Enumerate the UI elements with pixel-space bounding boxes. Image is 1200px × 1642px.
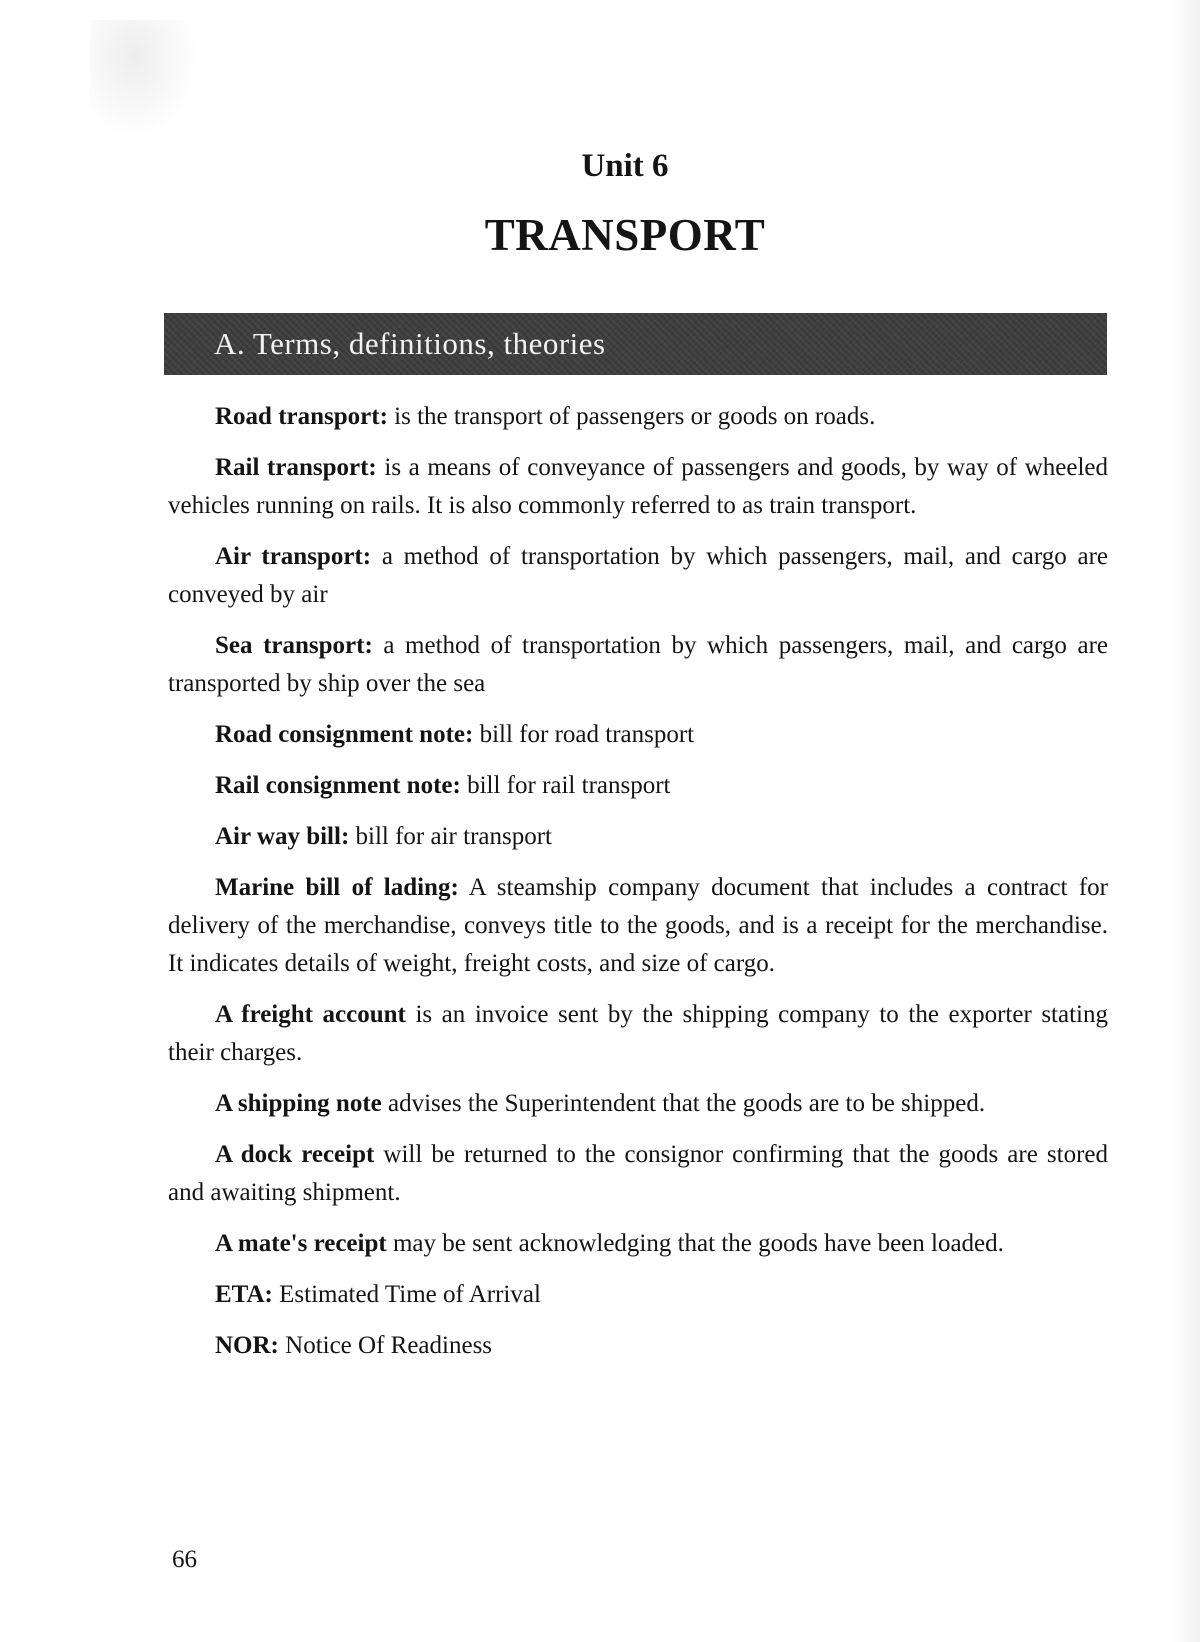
- definition-road-consignment-note: [168, 716, 1108, 754]
- definition: a method of transportation by which passengers, mail, and cargo are conveyed by air: [168, 543, 1108, 608]
- definition-freight-account: [168, 996, 1108, 1072]
- term: Marine bill of lading:: [215, 874, 459, 901]
- section-heading-bar: [164, 313, 1107, 375]
- term: A dock receipt: [215, 1141, 375, 1168]
- term: Rail consignment note:: [215, 772, 461, 799]
- definition-dock-receipt: [168, 1136, 1108, 1212]
- unit-label: Unit 6: [581, 148, 669, 184]
- term: ETA:: [215, 1281, 273, 1308]
- definitions-list: [168, 398, 1108, 1378]
- definition-eta: [168, 1276, 1108, 1314]
- term: NOR:: [215, 1332, 279, 1359]
- definition-road-transport: [168, 398, 1108, 436]
- term: Rail transport:: [215, 454, 377, 481]
- definition-sea-transport: [168, 627, 1108, 703]
- term: Sea transport:: [215, 632, 373, 659]
- definition-shipping-note: [168, 1085, 1108, 1123]
- definition: A steamship company document that includes a contract for delivery of the merchandise, conveys title to the goods, and is a receipt for the merchandise. It indicates details of weight, freight costs, and size of cargo.: [168, 874, 1108, 977]
- definition: bill for rail transport: [460, 772, 671, 799]
- definition: will be returned to the consignor confirming that the goods are stored and awaiting shipment.: [168, 1141, 1108, 1206]
- definition-mates-receipt: [168, 1225, 1108, 1263]
- section-heading: A. Terms, definitions, theories: [214, 326, 606, 361]
- page-title: TRANSPORT: [484, 210, 766, 260]
- term: Air way bill:: [215, 823, 350, 850]
- definition-air-way-bill: [168, 818, 1108, 856]
- definition-rail-transport: [168, 449, 1108, 525]
- term: Road transport:: [215, 403, 388, 430]
- term: Air transport:: [215, 543, 372, 570]
- definition: is the transport of passengers or goods on roads.: [387, 403, 876, 430]
- definition: bill for air transport: [349, 823, 552, 850]
- definition: bill for road transport: [473, 721, 695, 748]
- term: A freight account: [215, 1001, 406, 1028]
- definition: a method of transportation by which passengers, mail, and cargo are transported by ship over the sea: [168, 632, 1108, 697]
- definition: may be sent acknowledging that the goods have been loaded.: [386, 1230, 1004, 1257]
- definition-air-transport: [168, 538, 1108, 614]
- page-number: 66: [172, 1546, 197, 1573]
- definition: is an invoice sent by the shipping company to the exporter stating their charges.: [168, 1001, 1108, 1066]
- scan-artifact: [90, 20, 200, 140]
- term: A shipping note: [215, 1090, 382, 1117]
- term: A mate's receipt: [215, 1230, 387, 1257]
- definition: Notice Of Readiness: [278, 1332, 493, 1359]
- definition-nor: [168, 1327, 1108, 1365]
- definition-rail-consignment-note: [168, 767, 1108, 805]
- definition: Estimated Time of Arrival: [272, 1281, 541, 1308]
- term: Road consignment note:: [215, 721, 474, 748]
- definition: advises the Superintendent that the goods are to be shipped.: [381, 1090, 986, 1117]
- definition-marine-bill-of-lading: [168, 869, 1108, 983]
- definition: is a means of conveyance of passengers and goods, by way of wheeled vehicles running on rails. It is also commonly referred to as train transport.: [168, 454, 1108, 519]
